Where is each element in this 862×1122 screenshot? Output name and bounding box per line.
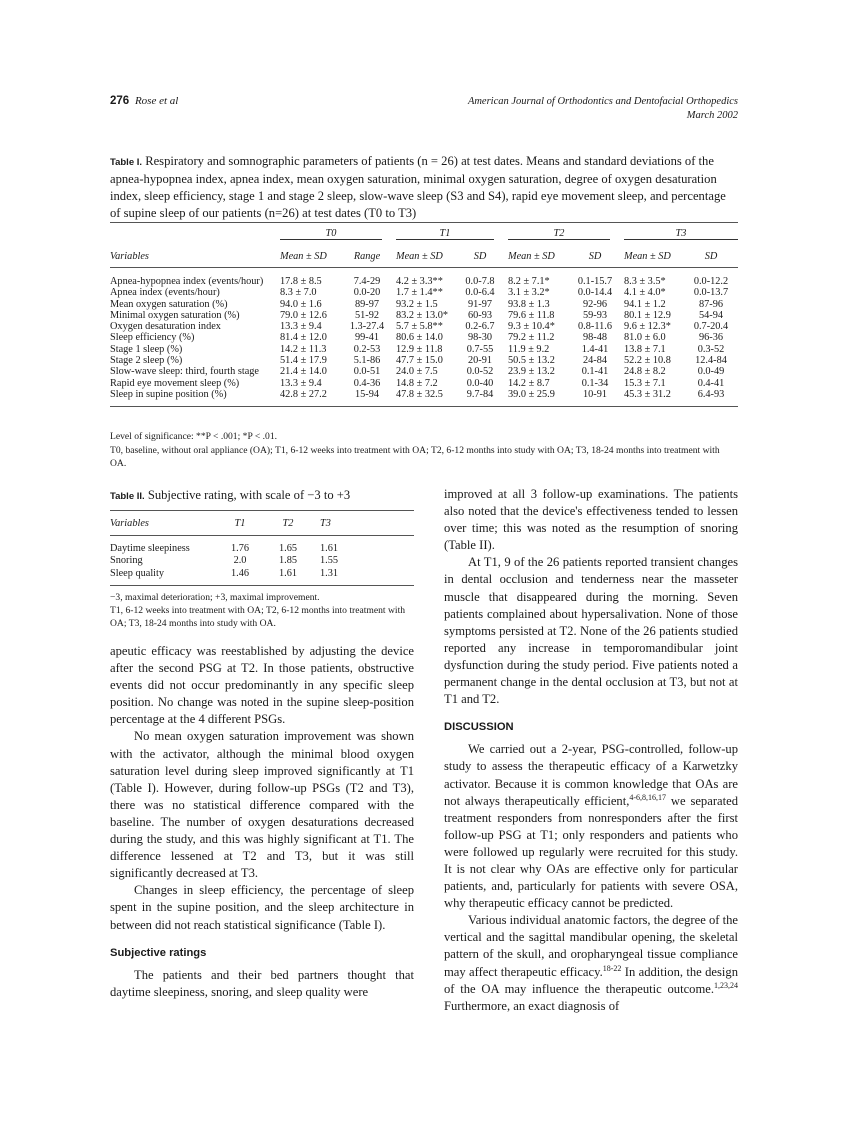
table-row bbox=[110, 321, 738, 332]
table2-note-scale: −3, maximal deterioration; +3, maximal improvement. bbox=[110, 591, 320, 603]
table-cell: 21.4 ± 14.0 bbox=[280, 366, 327, 378]
table-cell: 1.46 bbox=[230, 567, 250, 579]
table-cell: 15-94 bbox=[354, 388, 380, 400]
table-cell: 0.1-15.7 bbox=[577, 276, 613, 287]
group-header-t0: T0 bbox=[280, 228, 382, 240]
table-cell: 81.4 ± 12.0 bbox=[280, 332, 327, 344]
table-cell: 3.1 ± 3.2* bbox=[508, 287, 550, 299]
table-cell: 2.0 bbox=[233, 555, 247, 567]
section-heading-discussion: DISCUSSION bbox=[444, 721, 514, 734]
table2-body bbox=[110, 536, 414, 586]
t2-col-header-t3: T3 bbox=[320, 517, 331, 529]
table-cell: 93.2 ± 1.5 bbox=[396, 298, 438, 310]
table-cell: 59-93 bbox=[582, 309, 608, 321]
table-cell: 24.8 ± 8.2 bbox=[624, 366, 666, 378]
table-cell: 60-93 bbox=[467, 309, 493, 321]
table-cell: 0.8-11.6 bbox=[578, 321, 612, 333]
paragraph: Changes in sleep efficiency, the percentage of sleep spent in the supine position, and the sleep architecture in between did not reach statistical significance (Table I). bbox=[110, 883, 414, 932]
group-header-t2: T2 bbox=[508, 228, 610, 240]
table-cell: 0.0-52 bbox=[466, 366, 494, 378]
table-cell: 1.7 ± 1.4** bbox=[396, 287, 443, 299]
text-run: We carried out a 2-year, PSG-controlled, follow-up study to assess the therapeutic efficacy of a Karwetzky activator. Because it is common knowledge that OAs are not always therapeutically efficient, bbox=[444, 742, 738, 808]
table1-label: Table I. bbox=[110, 157, 143, 168]
left-column bbox=[110, 643, 414, 1001]
t2-col-header-t2: T2 bbox=[282, 517, 294, 529]
table1 bbox=[110, 222, 738, 407]
row-label: Sleep efficiency (%) bbox=[110, 332, 195, 344]
table-cell: 5.7 ± 5.8** bbox=[396, 321, 443, 333]
table1-group-header-row bbox=[110, 223, 738, 246]
table-row bbox=[110, 555, 414, 568]
row-label: Minimal oxygen saturation (%) bbox=[110, 309, 240, 321]
group-header-t1: T1 bbox=[396, 228, 494, 240]
col-header-t3-sd: SD bbox=[704, 250, 718, 262]
table-cell: 8.3 ± 3.5* bbox=[624, 276, 666, 287]
text-run: Various individual anatomic factors, the degree of the vertical and the sagittal mandibular opening, the skeletal pattern of the skull, and oropharyngeal tissue compliance may affect therapeutic efficacy. bbox=[444, 913, 738, 979]
table2 bbox=[110, 510, 414, 586]
table-cell: 1.65 bbox=[278, 542, 298, 554]
row-label: Sleep quality bbox=[110, 567, 165, 579]
table-cell: 81.0 ± 6.0 bbox=[624, 332, 666, 344]
table1-caption-text: Respiratory and somnographic parameters of patients (n = 26) at test dates. Means and standard deviations of the apnea-hypopnea index, apnea index, mean oxygen saturation, minimal oxygen saturation, degree of oxygen desaturation index, sleep efficiency, stage 1 and stage 2 sleep, slow-wave sleep (S3 and S4), rapid eye movement sleep, and percentage of supine sleep of our patients (n=26) at test dates (T0 to T3) bbox=[110, 154, 726, 220]
table-cell: 0.0-51 bbox=[353, 366, 381, 378]
table-cell: 20-91 bbox=[467, 355, 493, 367]
table-cell: 47.7 ± 15.0 bbox=[396, 355, 443, 367]
row-label: Mean oxygen saturation (%) bbox=[110, 298, 228, 310]
table-cell: 54-94 bbox=[698, 309, 724, 321]
table1-note-significance: Level of significance: **P < .001; *P < .01. bbox=[110, 431, 278, 442]
table-cell: 24-84 bbox=[582, 355, 608, 367]
table-cell: 98-30 bbox=[467, 332, 493, 344]
table-cell: 99-41 bbox=[354, 332, 380, 344]
section-heading-subjective-ratings: Subjective ratings bbox=[110, 946, 207, 959]
table-cell: 15.3 ± 7.1 bbox=[624, 377, 666, 389]
page-number: 276 bbox=[110, 95, 130, 107]
row-label: Rapid eye movement sleep (%) bbox=[110, 377, 240, 389]
t2-col-header-t1: T1 bbox=[234, 517, 246, 529]
table-cell: 0.7-20.4 bbox=[693, 321, 729, 333]
table-row bbox=[110, 287, 738, 298]
table1-column-header-row bbox=[110, 245, 738, 268]
row-label: Sleep in supine position (%) bbox=[110, 388, 227, 400]
row-label: Apnea index (events/hour) bbox=[110, 287, 220, 299]
table-cell: 50.5 ± 13.2 bbox=[508, 355, 555, 367]
citation-ref: 4-6,8,16,17 bbox=[629, 792, 667, 802]
table-cell: 79.6 ± 11.8 bbox=[508, 309, 555, 321]
table-cell: 45.3 ± 31.2 bbox=[624, 388, 671, 400]
col-header-t0-range: Range bbox=[353, 250, 381, 262]
col-header-t0-mean: Mean ± SD bbox=[280, 250, 327, 262]
col-header-t2-sd: SD bbox=[588, 250, 602, 262]
issue-date: March 2002 bbox=[686, 110, 738, 121]
table-cell: 13.3 ± 9.4 bbox=[280, 321, 322, 333]
text-run: we separated treatment responders from nonresponders after the first follow-up PSG at T1; only responders and patients who were followed up regularly were recruited for this study. It is not clear why OAs are effective only for particular patients, and, particularly for patients with severe OSA, why therapeutic efficacy cannot be predicted. bbox=[444, 793, 738, 911]
running-head bbox=[110, 95, 738, 127]
table-cell: 23.9 ± 13.2 bbox=[508, 366, 555, 378]
table-cell: 1.3-27.4 bbox=[349, 321, 385, 333]
table-row bbox=[110, 378, 738, 389]
table-cell: 94.0 ± 1.6 bbox=[280, 298, 322, 310]
journal-title-block bbox=[468, 95, 738, 123]
table-cell: 12.9 ± 11.8 bbox=[396, 343, 443, 355]
table-cell: 14.2 ± 11.3 bbox=[280, 343, 327, 355]
table-cell: 96-36 bbox=[698, 332, 724, 344]
table-cell: 14.8 ± 7.2 bbox=[396, 377, 438, 389]
table-cell: 0.0-7.8 bbox=[465, 276, 495, 287]
table-cell: 17.8 ± 8.5 bbox=[280, 276, 322, 287]
paragraph: The patients and their bed partners thought that daytime sleepiness, snoring, and sleep quality were bbox=[110, 967, 414, 999]
paragraph: improved at all 3 follow-up examinations. The patients also noted that the device's effectiveness tended to lessen over time; this was noted as the resumption of snoring (Table II). bbox=[444, 487, 738, 553]
row-label: Snoring bbox=[110, 555, 143, 567]
table-cell: 1.55 bbox=[320, 555, 339, 567]
table-cell: 0.0-49 bbox=[697, 366, 725, 378]
table-cell: 10-91 bbox=[582, 388, 608, 400]
row-label: Daytime sleepiness bbox=[110, 542, 190, 554]
author-running-head: Rose et al bbox=[134, 95, 179, 107]
table-cell: 11.9 ± 9.2 bbox=[508, 343, 550, 355]
table-row bbox=[110, 344, 738, 355]
table-cell: 83.2 ± 13.0* bbox=[396, 309, 448, 321]
table1-footnotes bbox=[110, 430, 738, 471]
group-header-t3: T3 bbox=[624, 228, 738, 240]
paragraph: No mean oxygen saturation improvement was shown with the activator, although the minimal blood oxygen saturation level during sleep improved significantly at T1 (Table I). However, during follow-up PSGs (T2 and T3), there was no statistical difference compared with the baseline. The number of oxygen desaturations decreased during the study, and this was highly significant at T1. The difference lessened at T2 and T3, but it was still significantly decreased at T3. bbox=[110, 729, 414, 881]
table2-label: Table II. bbox=[110, 491, 145, 502]
table-cell: 5.1-86 bbox=[353, 355, 381, 367]
table-row bbox=[110, 567, 414, 580]
table-cell: 0.0-14.4 bbox=[577, 287, 613, 299]
table-cell: 0.2-6.7 bbox=[465, 321, 495, 333]
table-cell: 79.2 ± 11.2 bbox=[508, 332, 555, 344]
table-cell: 9.3 ± 10.4* bbox=[508, 321, 555, 333]
row-label: Apnea-hypopnea index (events/hour) bbox=[110, 276, 264, 287]
table2-caption bbox=[110, 487, 414, 505]
table-cell: 91-97 bbox=[467, 298, 493, 310]
table-cell: 9.6 ± 12.3* bbox=[624, 321, 671, 333]
table-cell: 1.4-41 bbox=[581, 343, 609, 355]
table-cell: 42.8 ± 27.2 bbox=[280, 388, 327, 400]
row-label: Stage 2 sleep (%) bbox=[110, 355, 183, 367]
col-header-t1-sd: SD bbox=[473, 250, 487, 262]
table-cell: 79.0 ± 12.6 bbox=[280, 309, 327, 321]
table-cell: 0.0-20 bbox=[353, 287, 381, 299]
table-cell: 1.85 bbox=[278, 555, 298, 567]
table-cell: 13.3 ± 9.4 bbox=[280, 377, 322, 389]
table-cell: 9.7-84 bbox=[466, 388, 494, 400]
table-cell: 1.76 bbox=[230, 542, 250, 554]
table-cell: 0.7-55 bbox=[466, 343, 494, 355]
row-label: Slow-wave sleep: third, fourth stage bbox=[110, 366, 259, 378]
right-column bbox=[444, 486, 738, 1015]
col-header-t2-mean: Mean ± SD bbox=[508, 250, 555, 262]
table1-body bbox=[110, 268, 738, 407]
table2-caption-text: Subjective rating, with scale of −3 to +3 bbox=[147, 488, 351, 502]
table-cell: 51-92 bbox=[354, 309, 380, 321]
table-cell: 80.1 ± 12.9 bbox=[624, 309, 671, 321]
table-cell: 80.6 ± 14.0 bbox=[396, 332, 443, 344]
table-cell: 1.61 bbox=[278, 567, 298, 579]
table-row bbox=[110, 389, 738, 400]
col-header-t3-mean: Mean ± SD bbox=[624, 250, 671, 262]
citation-ref: 1,23,24 bbox=[714, 980, 738, 990]
table1-caption bbox=[110, 153, 738, 222]
table-cell: 8.3 ± 7.0 bbox=[280, 287, 317, 299]
table-cell: 94.1 ± 1.2 bbox=[624, 298, 666, 310]
table-cell: 0.0-6.4 bbox=[465, 287, 495, 299]
col-header-t1-mean: Mean ± SD bbox=[396, 250, 443, 262]
table2-block bbox=[110, 487, 414, 630]
table-cell: 1.31 bbox=[320, 567, 339, 579]
table-cell: 24.0 ± 7.5 bbox=[396, 366, 438, 378]
table-cell: 51.4 ± 17.9 bbox=[280, 355, 327, 367]
row-label: Stage 1 sleep (%) bbox=[110, 343, 183, 355]
citation-ref: 18-22 bbox=[602, 963, 622, 973]
paragraph bbox=[444, 741, 738, 912]
table-cell: 4.1 ± 4.0* bbox=[624, 287, 666, 299]
table-cell: 13.8 ± 7.1 bbox=[624, 343, 666, 355]
paragraph: At T1, 9 of the 26 patients reported transient changes in dental occlusion and tenderness near the masseter muscle that disappeared during the morning. Seven patients complained about hypersalivation. None of those symptoms persisted at T2. None of the 26 patients studied reported any increase in temporomandibular joint dysfunction during the study period. Five patients noted a permanent change in the dental occlusion at T3, but not at T1 and T2. bbox=[444, 555, 738, 707]
table-cell: 0.0-40 bbox=[466, 377, 494, 389]
table-cell: 0.1-34 bbox=[581, 377, 609, 389]
table1-note-timepoints: T0, baseline, without oral appliance (OA); T1, 6-12 weeks into treatment with OA; T2, 6-12 months into study with OA; T3, 18-24 months into treatment with OA. bbox=[110, 444, 720, 469]
table-cell: 0.0-13.7 bbox=[693, 287, 729, 299]
table-row bbox=[110, 332, 738, 343]
table-cell: 89-97 bbox=[354, 298, 380, 310]
table-row bbox=[110, 355, 738, 366]
text-run: In addition, the design of the OA may influence the therapeutic outcome. bbox=[444, 964, 738, 996]
table-cell: 0.3-52 bbox=[697, 343, 725, 355]
table-row bbox=[110, 299, 738, 310]
table2-header-row bbox=[110, 511, 414, 536]
table-row bbox=[110, 366, 738, 377]
table-cell: 1.61 bbox=[320, 542, 339, 554]
t2-col-header-variables: Variables bbox=[110, 517, 149, 529]
col-header-variables: Variables bbox=[110, 250, 149, 262]
text-run: Furthermore, an exact diagnosis of bbox=[444, 998, 620, 1013]
table-cell: 98-48 bbox=[582, 332, 608, 344]
table-cell: 0.0-12.2 bbox=[693, 276, 729, 287]
table-cell: 0.4-36 bbox=[353, 377, 381, 389]
table-cell: 14.2 ± 8.7 bbox=[508, 377, 550, 389]
table-row bbox=[110, 542, 414, 555]
table-cell: 12.4-84 bbox=[695, 355, 727, 367]
table-cell: 6.4-93 bbox=[697, 388, 725, 400]
paragraph: apeutic efficacy was reestablished by adjusting the device after the second PSG at T2. In those patients, obstructive events did not occur predominantly in any specific sleep position. No change was noted in the supine sleep-position percentage at the 4 different PSGs. bbox=[110, 644, 414, 727]
table-cell: 93.8 ± 1.3 bbox=[508, 298, 550, 310]
paragraph bbox=[444, 912, 738, 1015]
table-cell: 0.4-41 bbox=[697, 377, 725, 389]
row-label: Oxygen desaturation index bbox=[110, 321, 221, 333]
table-cell: 39.0 ± 25.9 bbox=[508, 388, 555, 400]
table-row bbox=[110, 276, 738, 287]
table-cell: 87-96 bbox=[698, 298, 724, 310]
table2-footnotes bbox=[110, 591, 414, 630]
table2-note-timepoints: T1, 6-12 weeks into treatment with OA; T2, 6-12 months into treatment with OA; T3, 18-24 months into study with OA. bbox=[110, 604, 406, 629]
table-cell: 52.2 ± 10.8 bbox=[624, 355, 671, 367]
table-cell: 8.2 ± 7.1* bbox=[508, 276, 550, 287]
table-cell: 0.2-53 bbox=[353, 343, 381, 355]
journal-title: American Journal of Orthodontics and Dentofacial Orthopedics bbox=[467, 96, 738, 107]
table-row bbox=[110, 310, 738, 321]
table-cell: 4.2 ± 3.3** bbox=[396, 276, 443, 287]
table-cell: 7.4-29 bbox=[353, 276, 381, 287]
table-cell: 0.1-41 bbox=[581, 366, 609, 378]
table-cell: 47.8 ± 32.5 bbox=[396, 388, 443, 400]
table-cell: 92-96 bbox=[582, 298, 608, 310]
